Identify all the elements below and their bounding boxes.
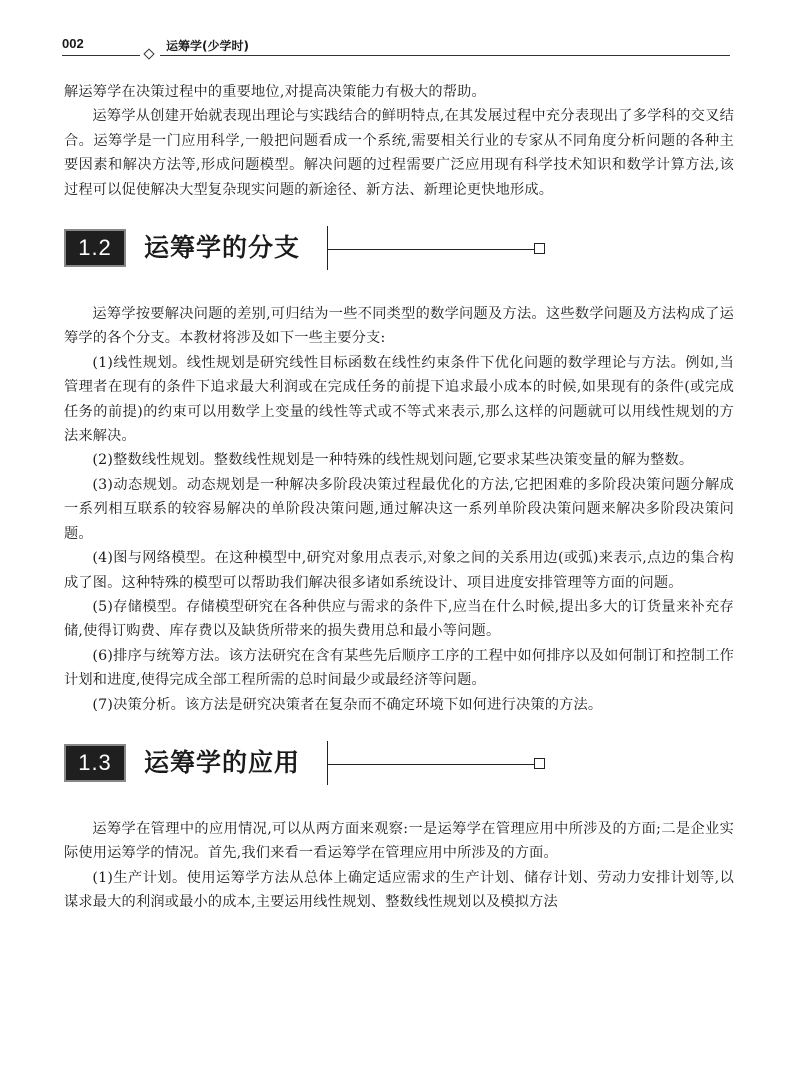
section-number-badge: 1.3 [64, 744, 126, 782]
body-paragraph: 运筹学按要解决问题的差别,可归结为一些不同类型的数学问题及方法。这些数学问题及方法构成了运筹学的各个分支。本教材将涉及如下一些主要分支: [64, 306, 734, 347]
section-title: 运筹学的应用 [144, 747, 301, 777]
page-header [62, 28, 730, 68]
intro-paragraph: 运筹学从创建开始就表现出理论与实践结合的鲜明特点,在其发展过程中充分表现出了多学科的交叉结合。运筹学是一门应用科学,一般把问题看成一个系统,需要相关行业的专家从不同角度分析问题的各种主要因素和解决方法等,形成问题模型。解决问题的过程需要广泛应用现有科学技术知识和数学计算方法,该过程可以促使解决大型复杂现实问题的新途径、新方法、新理论更快地形成。 [64, 108, 734, 198]
list-item: (4)图与网络模型。在这种模型中,研究对象用点表示,对象之间的关系用边(或弧)来表示,点边的集合构成了图。这种特殊的模型可以帮助我们解决很多诸如系统设计、项目进度安排管理等方面的问题。 [64, 550, 734, 591]
square-end-icon [534, 243, 545, 254]
page-number: 002 [62, 36, 84, 51]
list-item: (6)排序与统筹方法。该方法研究在含有某些先后顺序工序的工程中如何排序以及如何制订和控制工作计划和进度,使得完成全部工程所需的总时间最少或最经济等问题。 [64, 647, 734, 689]
section-heading-1-3 [64, 741, 734, 787]
list-item: (3)动态规划。动态规划是一种解决多阶段决策过程最优化的方法,它把困难的多阶段决策问题分解成一系列相互联系的较容易解决的单阶段决策问题,通过解决这一系列单阶段决策问题来解决多阶段决策问题。 [64, 476, 734, 542]
running-title: 运筹学(少学时) [166, 39, 249, 53]
header-rule-left [62, 55, 140, 56]
list-item: (2)整数线性规划。整数线性规划是一种特殊的线性规划问题,它要求某些决策变量的解为整数。 [92, 452, 694, 469]
section-number-badge: 1.2 [64, 229, 126, 267]
list-item: (5)存储模型。存储模型研究在各种供应与需求的条件下,应当在什么时候,提出多大的订货量来补充存储,使得订购费、库存费以及缺货所带来的损失费用总和最小等问题。 [64, 598, 734, 640]
diamond-icon [143, 48, 154, 59]
section-title-bar [327, 741, 328, 785]
body-paragraph: 运筹学在管理中的应用情况,可以从两方面来观察:一是运筹学在管理应用中所涉及的方面;二是企业实际使用运筹学的情况。首先,我们来看一看运筹学在管理应用中所涉及的方面。 [64, 820, 734, 862]
section-heading-1-2 [64, 226, 734, 272]
section-title-bar [327, 226, 328, 270]
section-title: 运筹学的分支 [144, 233, 301, 263]
list-item: (1)线性规划。线性规划是研究线性目标函数在线性约束条件下优化问题的数学理论与方法。例如,当管理者在现有的条件下追求最大利润或在完成任务的前提下追求最小成本的时候,如果现有的条件(或完成任务的前提)的约束可以用数学上变量的线性等式或不等式来表示,那么这样的问题就可以用线性规划的方法来解决。 [64, 354, 734, 445]
section-title-rule [328, 249, 534, 250]
section-title-rule [328, 764, 534, 765]
list-item: (7)决策分析。该方法是研究决策者在复杂而不确定环境下如何进行决策的方法。 [92, 696, 603, 713]
header-rule-right [160, 55, 730, 56]
intro-paragraph-continued: 解运筹学在决策过程中的重要地位,对提高决策能力有极大的帮助。 [64, 84, 486, 100]
list-item: (1)生产计划。使用运筹学方法从总体上确定适应需求的生产计划、储存计划、劳动力安排计划等,以谋求最大的利润或最小的成本,主要运用线性规划、整数线性规划以及模拟方法 [64, 869, 734, 911]
square-end-icon [534, 758, 545, 769]
page-body [64, 80, 734, 915]
